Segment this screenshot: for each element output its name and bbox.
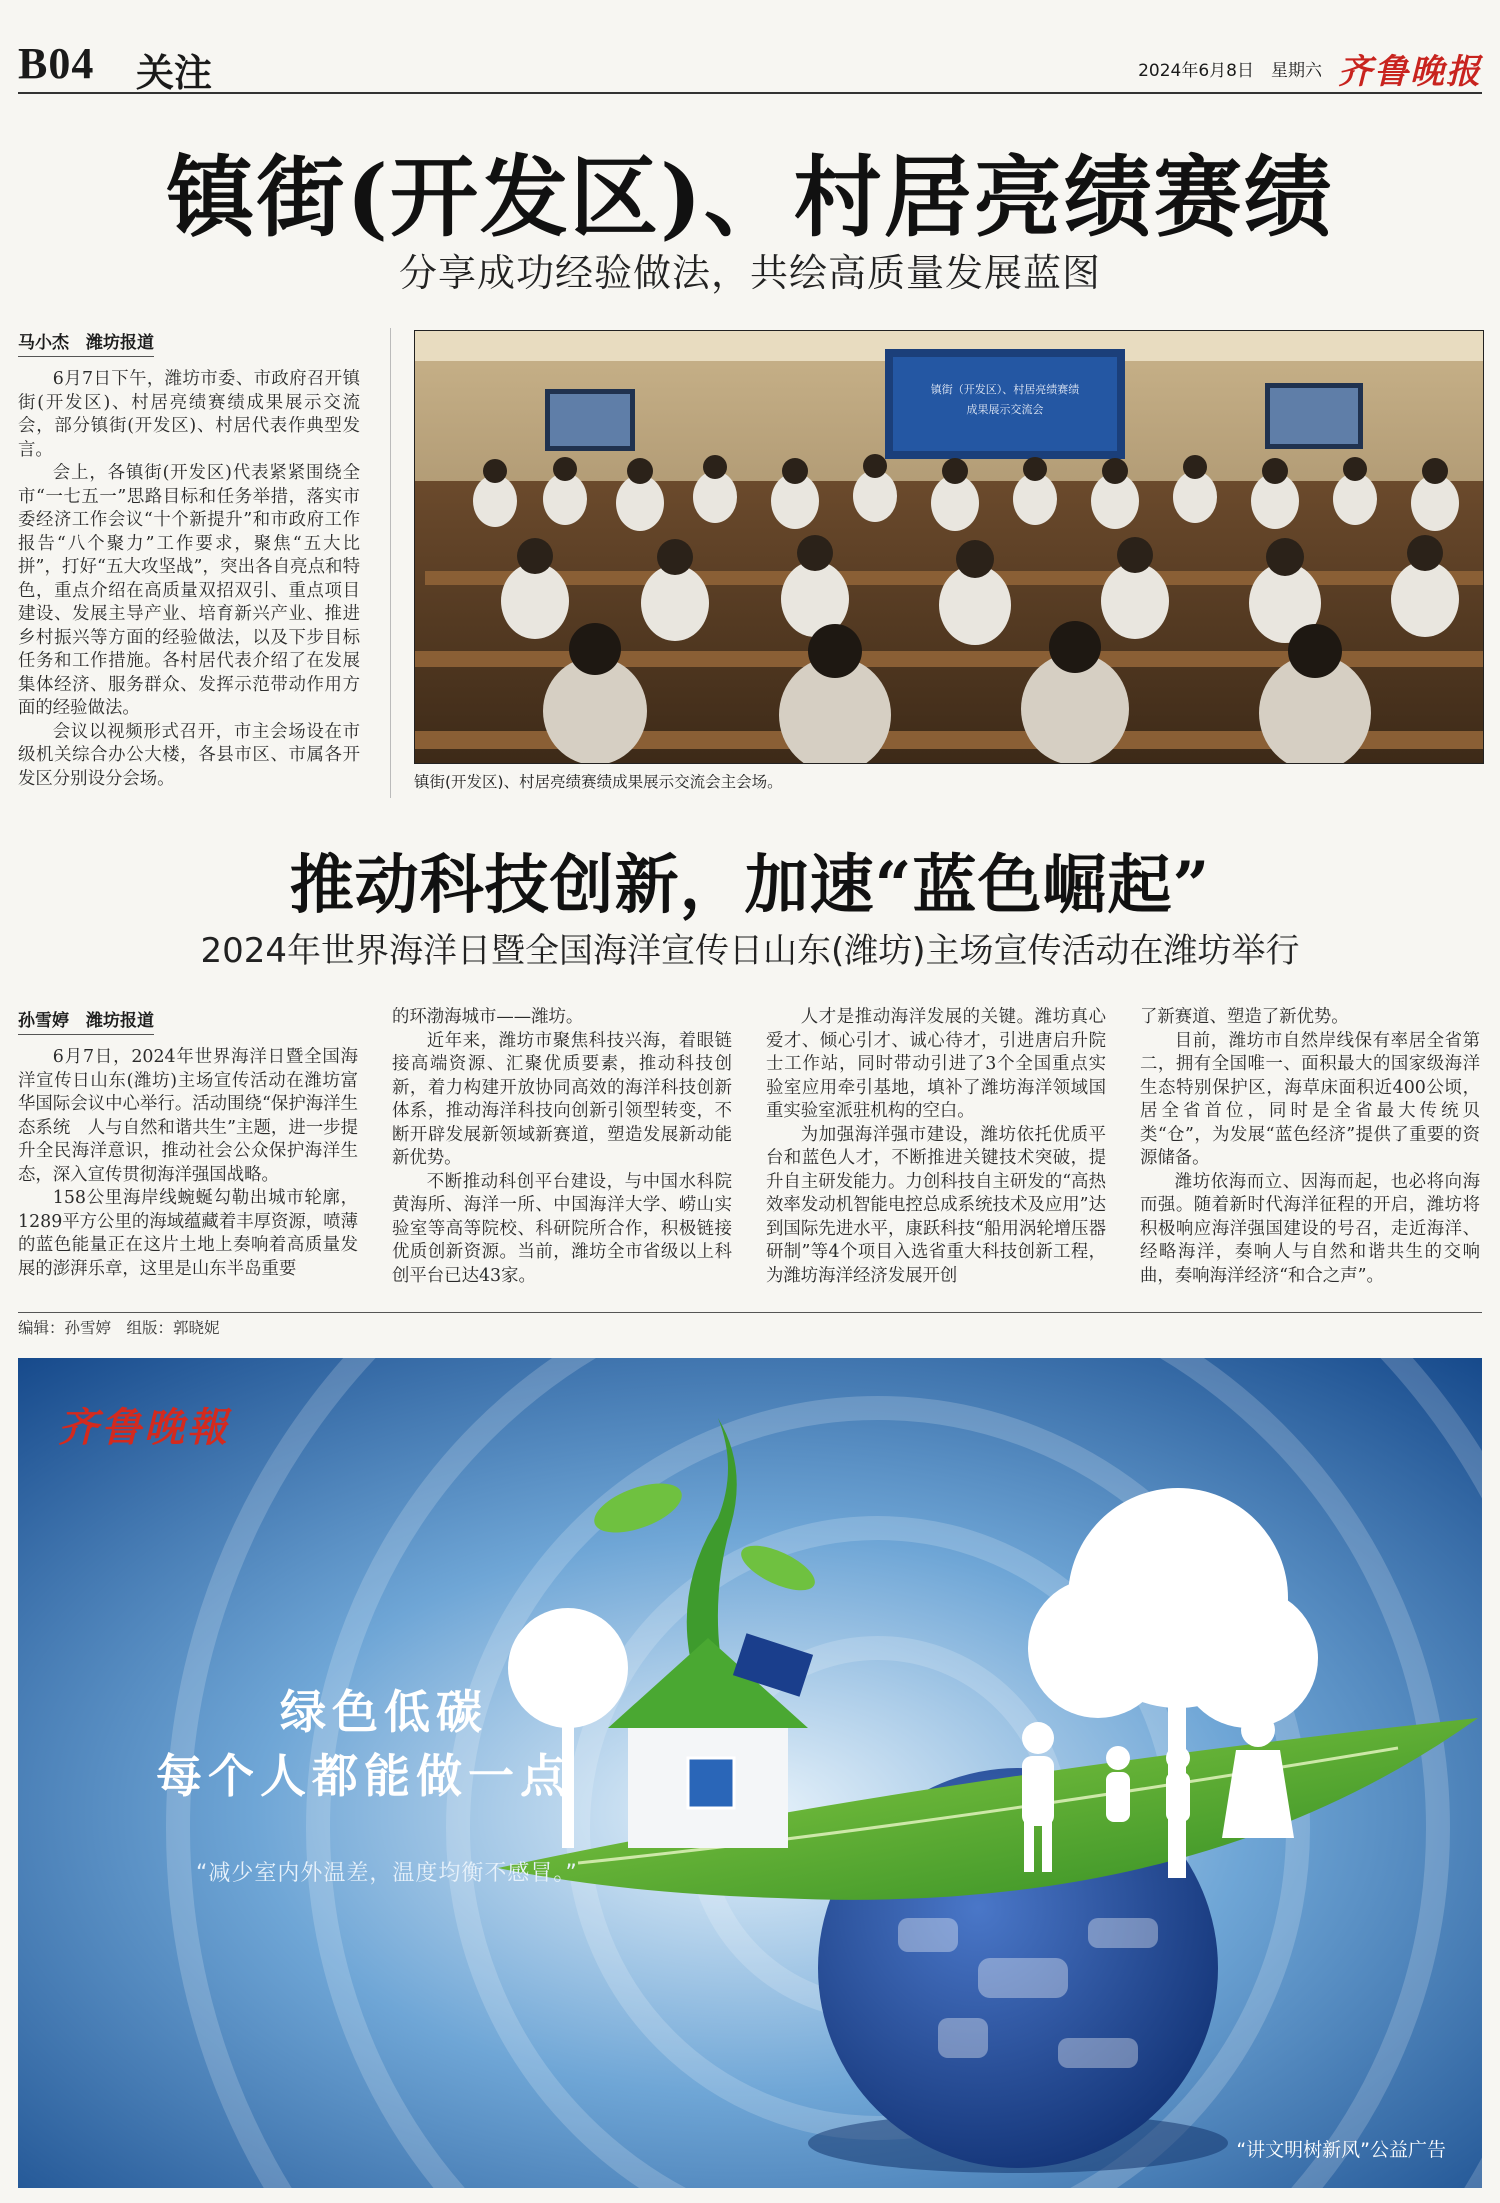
issue-weekday: 星期六: [1271, 61, 1322, 81]
article1-body: [18, 368, 360, 791]
article2-paragraph: 近年来，潍坊市聚焦科技兴海，着眼链接高端资源、汇聚优质要素，推动科技创新，着力构建开放协同高效的海洋科技创新体系，推动海洋科技向创新引领型转变，不断开辟发展新领域新赛道，塑造发展新动能新优势。: [392, 1030, 732, 1168]
conference-photo-illustration: [415, 331, 1483, 763]
article2-paragraph: 人才是推动海洋发展的关键。潍坊真心爱才、倾心引才、诚心待才，引进唐启升院士工作站，同时带动引进了3个全国重点实验室应用牵引基地，填补了潍坊海洋领域国重实验室派驻机构的空白。: [766, 1007, 1106, 1121]
conference-photo: [414, 330, 1484, 764]
screen-title-line2: 成果展示交流会: [966, 403, 1044, 416]
article1-byline: 马小杰 潍坊报道: [18, 328, 154, 357]
article2-paragraph: 了新赛道、塑造了新优势。: [1140, 1007, 1349, 1027]
issue-date: 2024年6月8日: [1138, 61, 1254, 81]
column-divider: [390, 328, 391, 798]
article2-column-3: [766, 1006, 1106, 1288]
section-divider: [18, 1312, 1482, 1313]
ad-masthead-logo: 齐鲁晚報: [58, 1404, 230, 1451]
masthead-logo: 齐鲁晚报: [1338, 52, 1482, 92]
article2-paragraph: 6月7日，2024年世界海洋日暨全国海洋宣传日山东(潍坊)主场宣传活动在潍坊富华国际会议中心举行。活动围绕“保护海洋生态系统 人与自然和谐共生”主题，进一步提升全民海洋意识，推动社会公众保护海洋生态，深入宣传贯彻海洋强国战略。: [18, 1047, 358, 1185]
article2-paragraph: 不断推动科创平台建设，与中国水科院黄海所、海洋一所、中国海洋大学、崂山实验室等高等院校、科研院所合作，积极链接优质创新资源。当前，潍坊全市省级以上科创平台已达43家。: [392, 1171, 732, 1286]
article2-paragraph: 的环渤海城市——潍坊。: [392, 1007, 584, 1027]
article1-paragraph: 6月7日下午，潍坊市委、市政府召开镇街(开发区)、村居亮绩赛绩成果展示交流会，部分镇街(开发区)、村居代表作典型发言。: [18, 369, 360, 460]
page-header: [18, 30, 1482, 94]
article2-subtitle: 2024年世界海洋日暨全国海洋宣传日山东(潍坊)主场宣传活动在潍坊举行: [200, 931, 1300, 971]
article2-paragraph: 158公里海岸线蜿蜒勾勒出城市轮廓，1289平方公里的海域蕴藏着丰厚资源，喷薄的蓝色能量正在这片土地上奏响着高质量发展的澎湃乐章，这里是山东半岛重要: [18, 1188, 358, 1279]
article2-column-2: [392, 1006, 732, 1288]
screen-title-line1: 镇街（开发区）、村居亮绩赛绩: [930, 383, 1080, 396]
article1-title: 镇街(开发区)、村居亮绩赛绩: [166, 145, 1334, 249]
article2-paragraph: 潍坊依海而立、因海而起，也必将向海而强。随着新时代海洋征程的开启，潍坊将积极响应海洋强国建设的号召，走近海洋、经略海洋，奏响人与自然和谐共生的交响曲，奏响海洋经济“和合之声”。: [1140, 1171, 1480, 1286]
article2-title: 推动科技创新，加速“蓝色崛起”: [289, 848, 1211, 923]
article1-paragraph: 会上，各镇街(开发区)代表紧紧围绕全市“一七五一”思路目标和任务举措，落实市委经济工作会议“十个新提升”和市政府工作报告“八个聚力”工作要求，聚焦“五大比拼”，打好“五大攻坚战”，突出各自亮点和特色，重点介绍在高质量双招双引、重点项目建设、发展主导产业、培育新兴产业、推进乡村振兴等方面的经验做法，以及下步目标任务和工作措施。各村居代表介绍了在发展集体经济、服务群众、发挥示范带动作用方面的经验做法。: [18, 463, 360, 718]
article2-paragraph: 目前，潍坊市自然岸线保有率居全省第二，拥有全国唯一、面积最大的国家级海洋生态特别保护区，海草床面积近400公顷，居全省首位，同时是全省最大传统贝类“仓”，为发展“蓝色经济”提供了重要的资源储备。: [1140, 1030, 1480, 1168]
ad-headline-line2: 每个人都能做一点: [156, 1749, 572, 1803]
editor-credit: 编辑：孙雪婷 组版：郭晓妮: [18, 1319, 220, 1337]
section-title: 关注: [136, 50, 213, 95]
article2-column-4: [1140, 1006, 1480, 1288]
ad-headline-line1: 绿色低碳: [280, 1685, 488, 1739]
article2-column-1: [18, 1046, 358, 1281]
article1-subtitle: 分享成功经验做法，共绘高质量发展蓝图: [398, 251, 1101, 295]
article2-byline: 孙雪婷 潍坊报道: [18, 1006, 154, 1035]
page-number: B04: [18, 39, 95, 88]
article1-paragraph: 会议以视频形式召开，市主会场设在市级机关综合办公大楼，各县市区、市属各开发区分别设分会场。: [18, 721, 360, 789]
ad-credit: “讲文明树新风”公益广告: [1236, 2139, 1446, 2161]
ad-quote: “减少室内外温差，温度均衡不感冒。”: [196, 1861, 578, 1886]
article2-paragraph: 为加强海洋强市建设，潍坊依托优质平台和蓝色人才，不断推进关键技术突破，提升自主研发能力。力创科技自主研发的“高热效率发动机智能电控总成系统技术及应用”达到国际先进水平，康跃科技“船用涡轮增压器研制”等4个项目入选省重大科技创新工程，为潍坊海洋经济发展开创: [766, 1124, 1106, 1286]
public-service-ad: [18, 1358, 1482, 2188]
photo-caption: 镇街(开发区)、村居亮绩赛绩成果展示交流会主会场。: [414, 773, 783, 791]
